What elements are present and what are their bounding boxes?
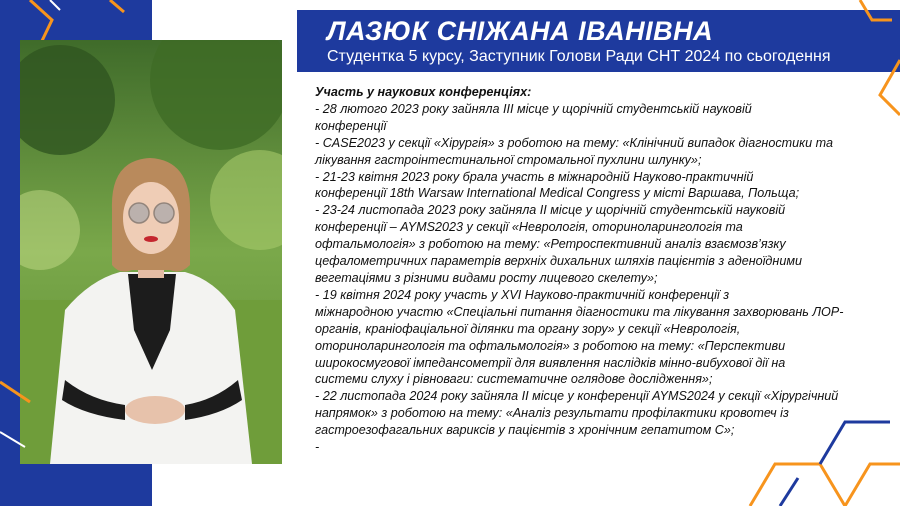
conferences-list	[315, 101, 875, 456]
conference-line: широкосмугової імпедансометрії для виявлення наслідків мінно-вибухової дії на	[315, 355, 786, 370]
person-subtitle: Студентка 5 курсу, Заступник Голови Ради СНТ 2024 по сьогодення	[327, 48, 831, 65]
conference-line: - 19 квітня 2024 року участь у XVI Науково-практичній конференції з	[315, 287, 730, 302]
conferences-heading: Участь у наукових конференціях:	[315, 85, 532, 99]
conference-line: - 28 лютого 2023 року зайняла ІІІ місце у щорічній студентській науковій	[315, 101, 752, 116]
conference-line: вегетаціями з різними видами росту лицевого скелету»;	[315, 270, 658, 285]
conference-line: - 23-24 листопада 2023 року зайняла ІІ місце у щорічній студентській науковій	[315, 203, 786, 218]
conference-line: лікування гастроінтестинальної стромальної пухлини шлунку»;	[315, 152, 702, 167]
conference-line: - 21-23 квітня 2023 року брала участь в міжнародній Науково-практичній	[315, 169, 754, 184]
conference-line: - CASE2023 у секції «Хірургія» з роботою на тему: «Клінічний випадок діагностики та	[315, 135, 833, 150]
person-name: ЛАЗЮК СНІЖАНА ІВАНІВНА	[327, 16, 714, 46]
bottom-left-orange-decoration	[0, 372, 60, 452]
conference-line: цефалометричних параметрів верхніх дихальних шляхів пацієнтів з аденоїдними	[315, 254, 802, 269]
conference-line: конференції 18th Warsaw International Medical Congress у місті Варшава, Польща;	[315, 186, 800, 201]
bottom-right-orange-decoration	[720, 416, 900, 506]
conference-line: офтальмологія» з роботою на тему: «Ретроспективний аналіз взаємозв’язку	[315, 237, 786, 252]
conference-line: органів, краніофаціальної ділянки та органу зору» у секції «Неврологія,	[315, 321, 741, 336]
conference-line: -	[315, 440, 320, 455]
conference-line: - 22 листопада 2024 року зайняла ІІ місце у конференції AYMS2024 у секції «Хірургічний	[315, 389, 839, 404]
conference-line: напрямок» з роботою на тему: «Аналіз результати профілактики кровотеч із	[315, 406, 789, 421]
conferences-section	[315, 84, 875, 456]
conference-line: конференції – AYMS2023 у секції «Неврологія, оториноларингологія та	[315, 220, 743, 235]
conference-line: оториноларингологія та офтальмологія» з роботою на тему: «Перспективи	[315, 338, 786, 353]
conference-line: системи слуху і рівноваги: систематичне оглядове дослідження»;	[315, 372, 713, 387]
header-banner	[297, 10, 900, 72]
conference-line: міжнародною участю «Спеціальні питання діагностики та лікування захворювань ЛОР-	[315, 304, 844, 319]
conference-line: гастроезофагальних вариксів у пацієнтів з хронічним гепатитом С»;	[315, 423, 735, 438]
top-right-orange-decoration	[840, 0, 900, 120]
conference-line: конференції	[315, 118, 387, 133]
